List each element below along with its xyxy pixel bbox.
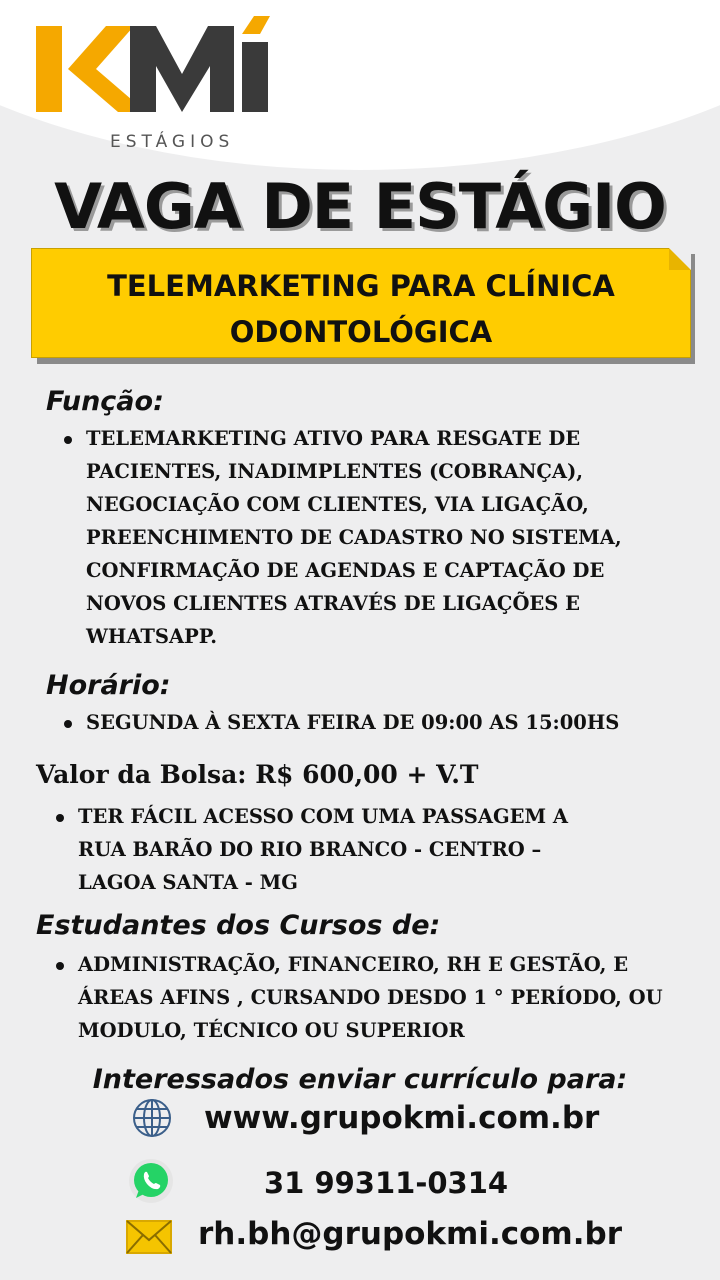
banner-line-2: ODONTOLÓGICA (229, 315, 493, 349)
phone-number[interactable]: 31 99311-0314 (264, 1166, 509, 1200)
bolsa-list (54, 800, 614, 899)
kmi-logo (34, 14, 274, 152)
cta-text: Interessados enviar currículo para: (92, 1064, 628, 1095)
horario-list (62, 706, 702, 739)
job-banner (31, 248, 691, 358)
funcao-list (62, 422, 662, 653)
list-item: TELEMARKETING ATIVO PARA RESGATE DE PACIENTES, INADIMPLENTES (COBRANÇA), NEGOCIAÇÃO COM CLIENTES, VIA LIGAÇÃO, PREENCHIMENTO DE CADASTRO NO SISTEMA, CONFIRMAÇÃO DE AGENDAS E CAPTAÇÃO DE NOVOS CLIENTES ATRAVÉS DE LIGAÇÕES E WHATSAPP. (62, 422, 662, 653)
envelope-icon (126, 1220, 172, 1258)
list-item: SEGUNDA À SEXTA FEIRA DE 09:00 AS 15:00HS (62, 706, 702, 739)
logo-subtitle: ESTÁGIOS (110, 132, 235, 152)
list-item: TER FÁCIL ACESSO COM UMA PASSAGEM A RUA BARÃO DO RIO BRANCO - CENTRO – LAGOA SANTA - MG (54, 800, 614, 899)
list-item: ADMINISTRAÇÃO, FINANCEIRO, RH E GESTÃO, E ÁREAS AFINS , CURSANDO DESDO 1 ° PERÍODO, OU MODULO, TÉCNICO OU SUPERIOR (54, 948, 694, 1047)
globe-icon (132, 1098, 172, 1142)
banner-text (32, 263, 690, 355)
cursos-heading: Estudantes dos Cursos de: (36, 910, 441, 941)
cursos-list (54, 948, 694, 1047)
whatsapp-icon (128, 1158, 174, 1208)
horario-heading: Horário: (46, 670, 171, 701)
banner-line-1: TELEMARKETING PARA CLÍNICA (107, 269, 615, 303)
email-link[interactable]: rh.bh@grupokmi.com.br (198, 1216, 622, 1252)
bolsa-label: Valor da Bolsa: (36, 760, 247, 789)
funcao-heading: Função: (46, 386, 164, 417)
page-title: VAGA DE ESTÁGIO (54, 170, 666, 243)
bolsa-line (36, 760, 479, 789)
bolsa-value: R$ 600,00 + V.T (255, 760, 479, 789)
website-link[interactable]: www.grupokmi.com.br (204, 1100, 600, 1136)
